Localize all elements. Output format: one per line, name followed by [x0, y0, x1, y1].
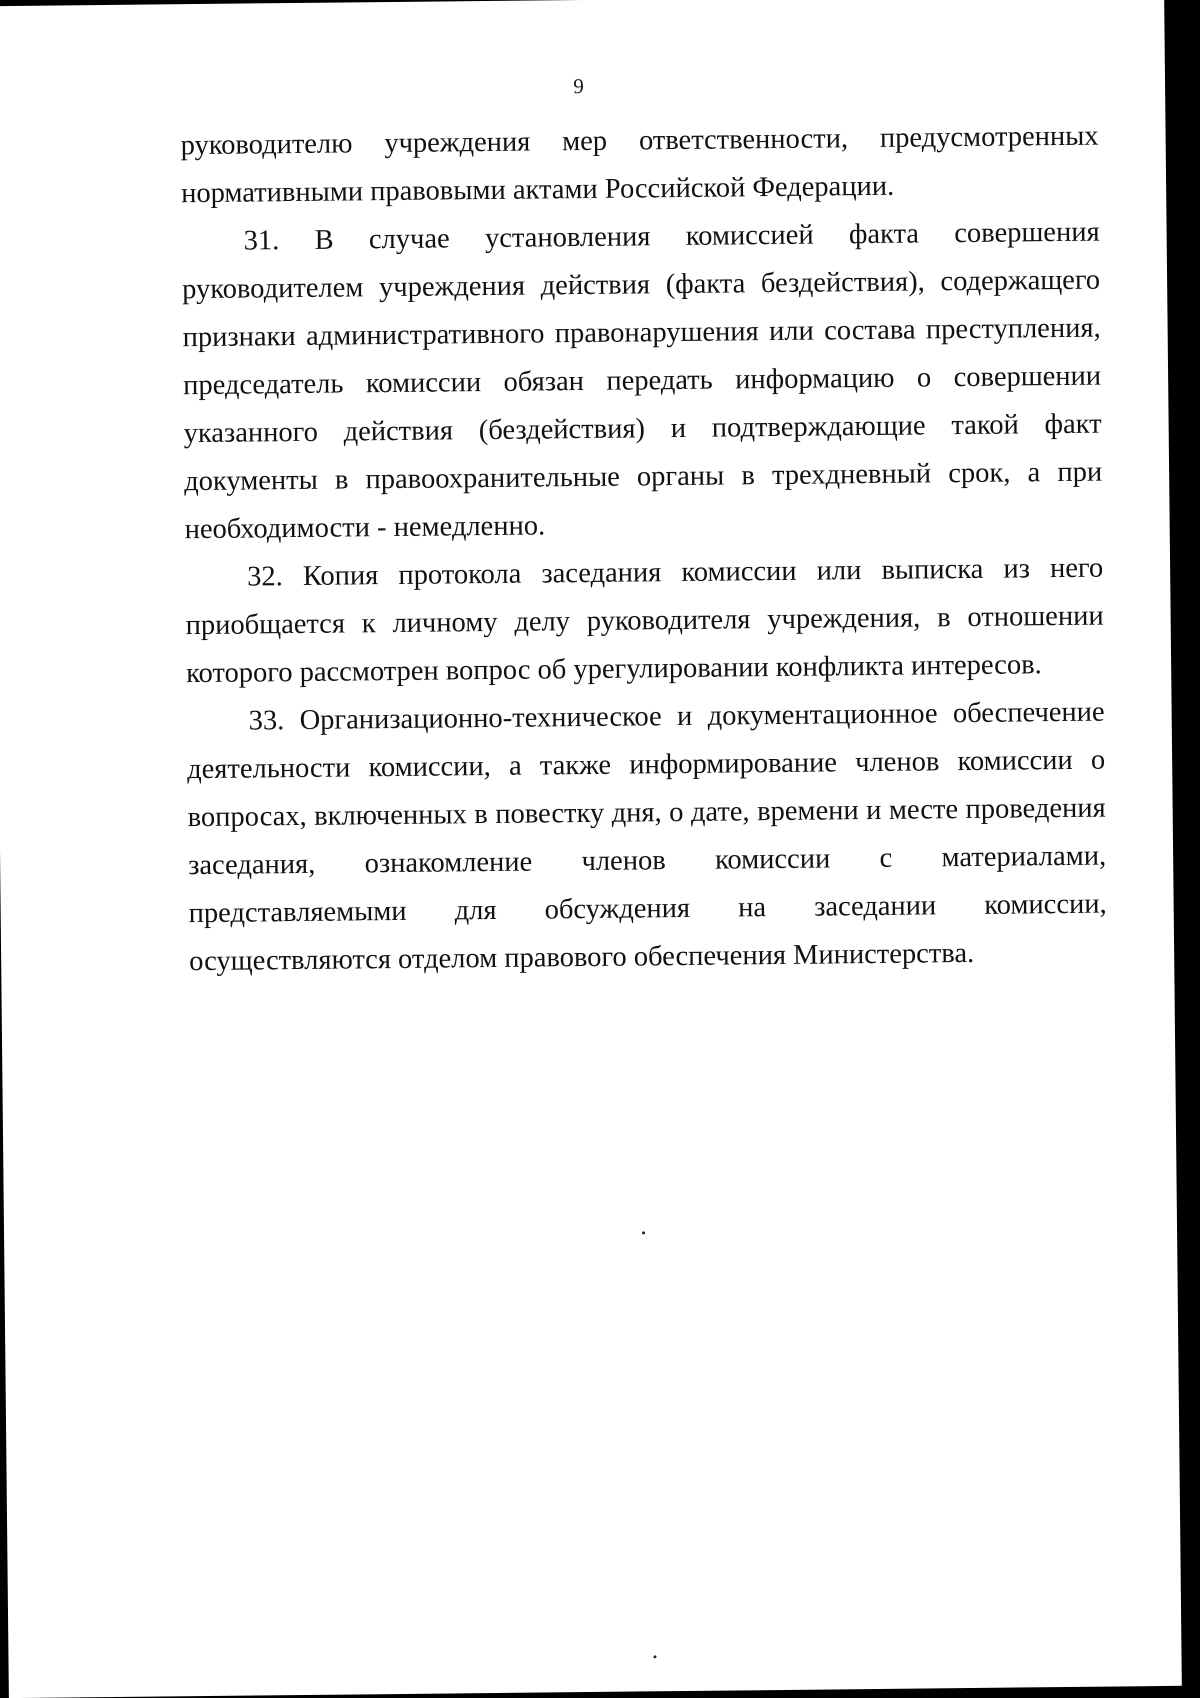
paragraph-continuation: руководителю учреждения мер ответственности, предусмотренных нормативными правовыми актами Российской Федерации.: [180, 120, 1099, 210]
paragraph-31: 31. В случае установления комиссией факта совершения руководителем учреждения действия (факта бездействия), содержащего признаки административного правонарушения или состава преступления, председатель комиссии обязан передать информацию о совершении указанного действия (бездействия) и подтверждающие такой факт документы в правоохранительные органы в трехдневный срок, а при необходимости - немедленно.: [181, 216, 1103, 546]
scan-speck: [642, 1231, 645, 1234]
scan-speck: [653, 1655, 656, 1658]
paragraph-32: 32. Копия протокола заседания комиссии или выписка из него приобщается к личному делу руководителя учреждения, в отношении которого рассмотрен вопрос об урегулировании конфликта интересов.: [185, 552, 1104, 690]
document-body: [180, 113, 1107, 987]
paragraph-33: 33. Организационно-техническое и документационное обеспечение деятельности комиссии, а также информирование членов комиссии о вопросах, включенных в повестку дня, о дате, времени и месте проведения заседания, ознакомление членов комиссии с материалами, представляемыми для обсуждения на заседании комиссии, осуществляются отделом правового обеспечения Министерства.: [187, 696, 1107, 978]
page-number: 9: [573, 73, 584, 99]
